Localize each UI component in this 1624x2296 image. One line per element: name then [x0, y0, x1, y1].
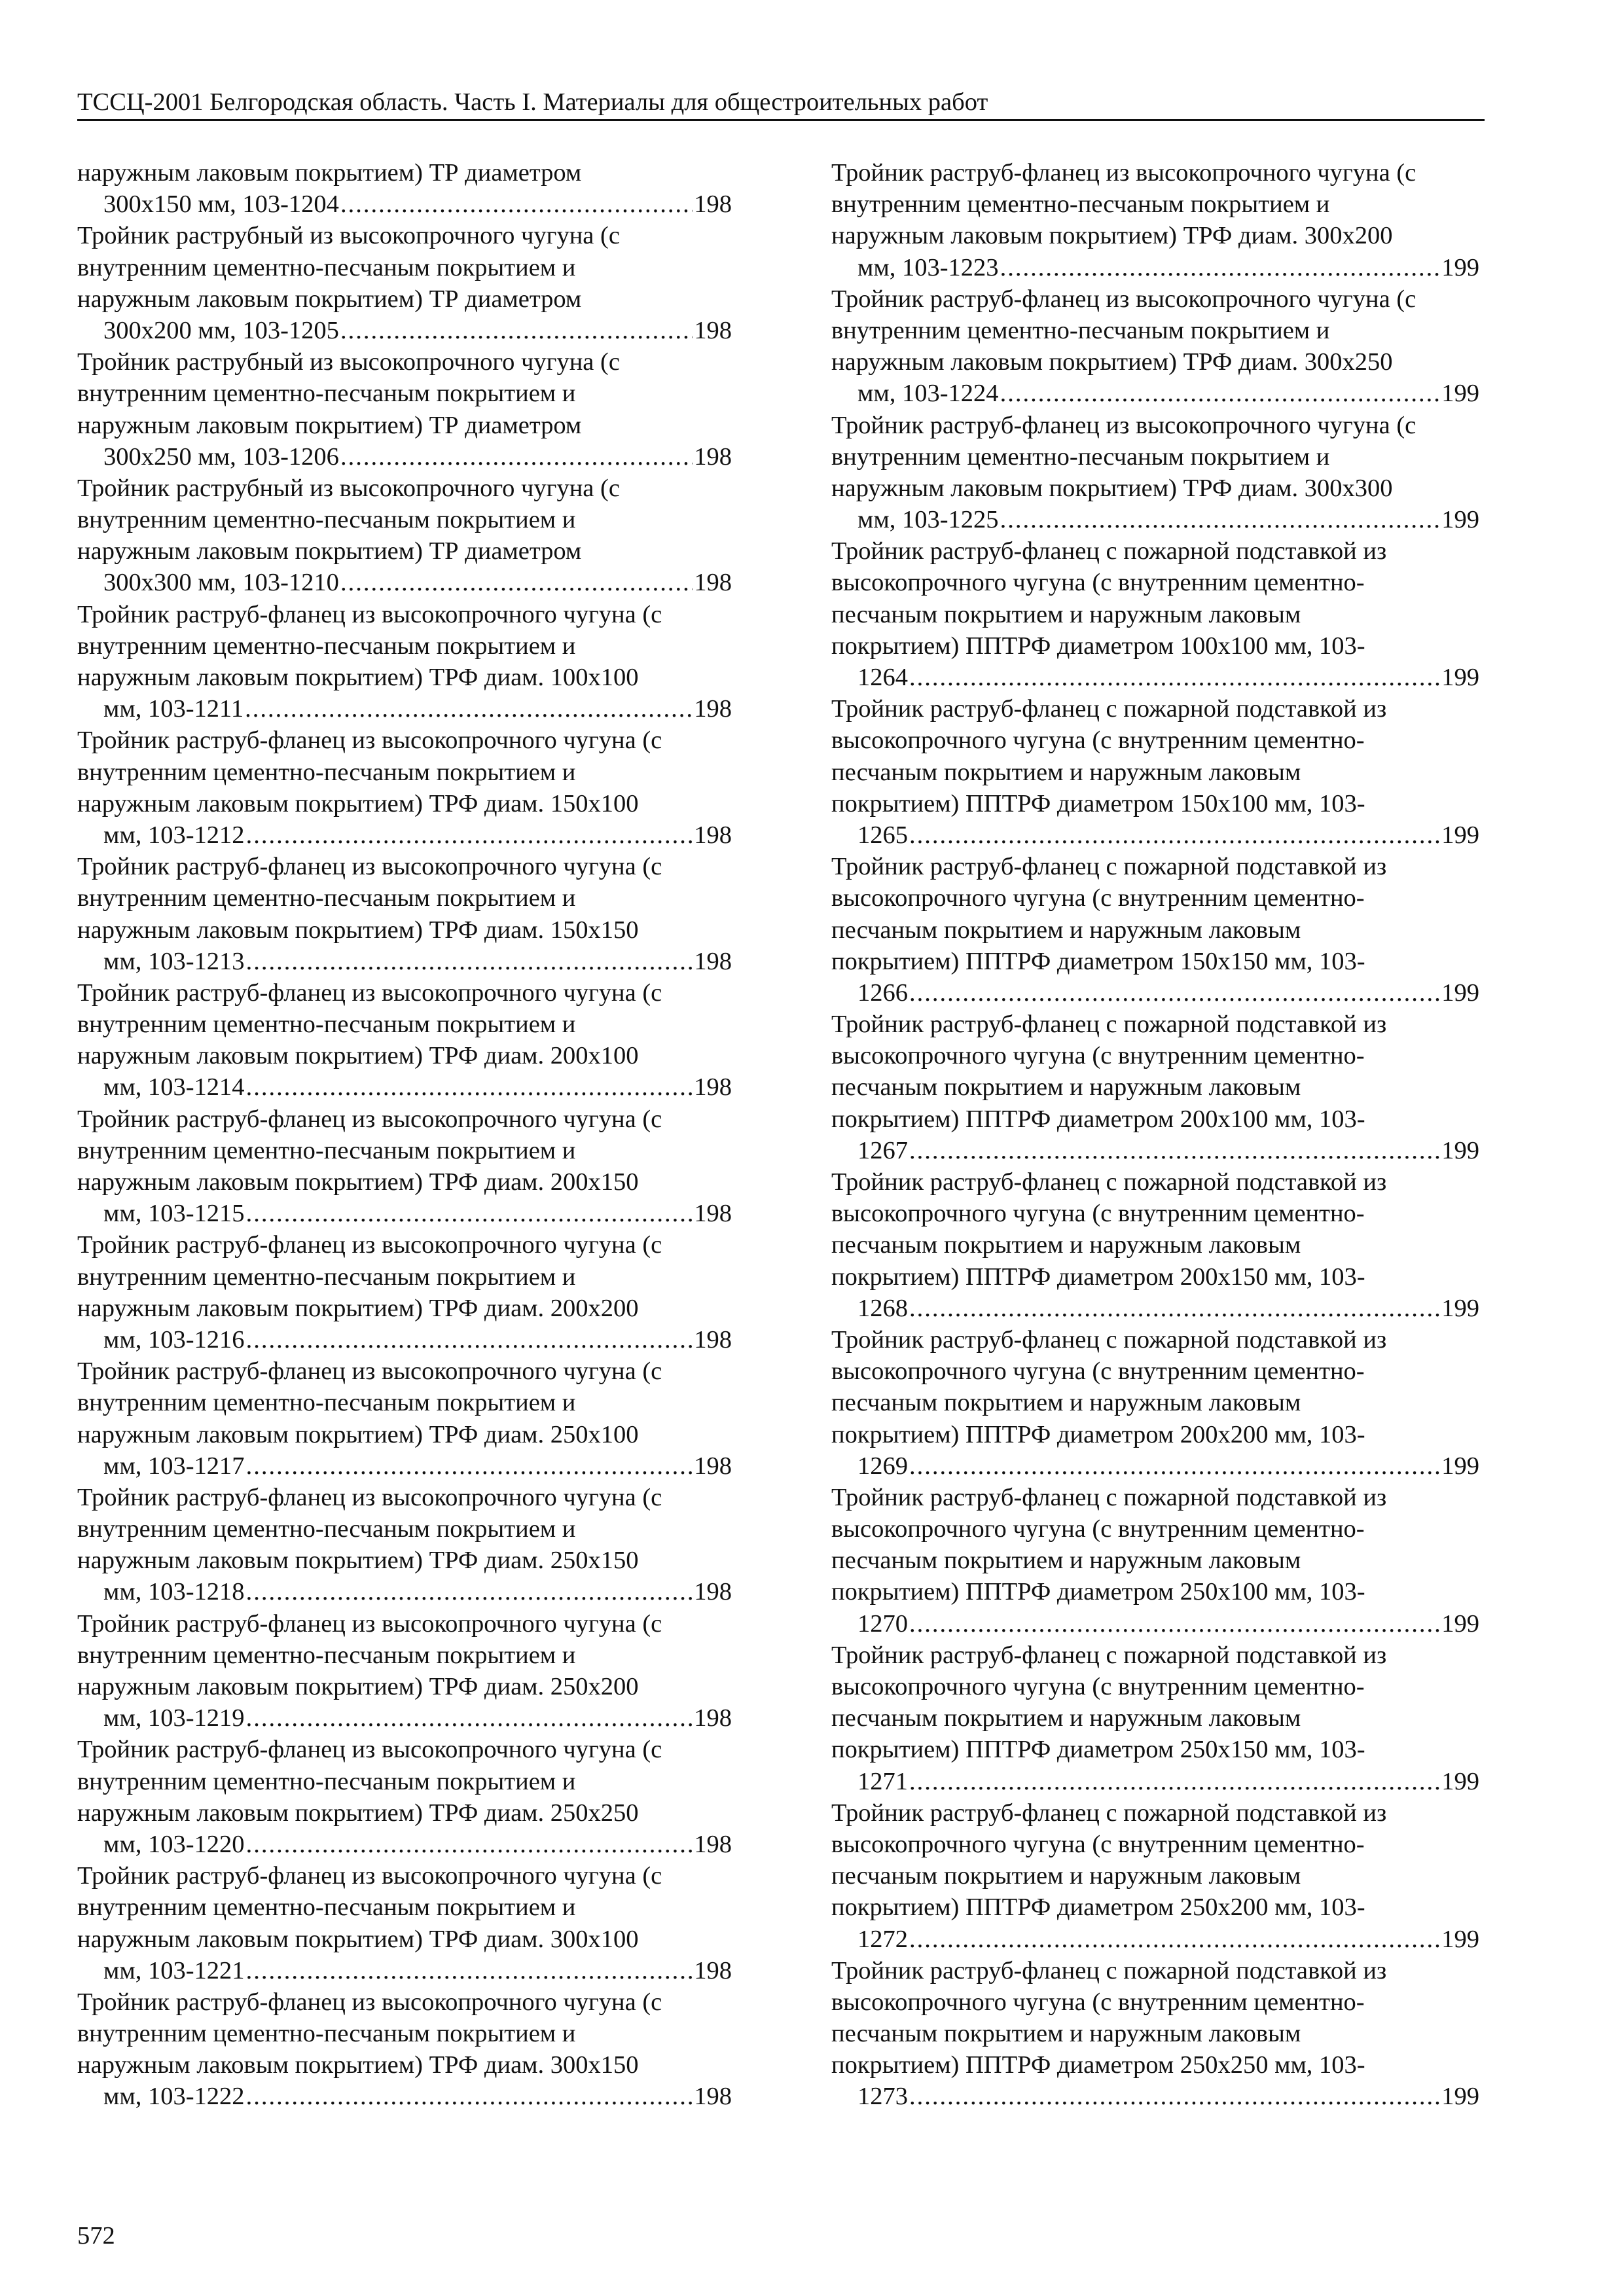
entry-code: мм, 103-1213: [103, 947, 245, 975]
index-entry: [77, 1860, 732, 1986]
header-rule: [77, 119, 1485, 121]
entry-page: 198: [694, 442, 732, 471]
index-entry: [831, 851, 1479, 1009]
entry-line: песчаным покрытием и наружным лаковым: [831, 600, 1301, 628]
index-entry: [831, 535, 1479, 693]
entry-text: [831, 535, 1479, 662]
entry-text: [77, 851, 732, 946]
entry-code: мм, 103-1218: [103, 1578, 245, 1606]
entry-last-line: [77, 1071, 732, 1103]
dot-leader: [340, 315, 693, 346]
entry-code: мм, 103-1212: [103, 821, 245, 849]
entry-line: Тройник раструб-фланец из высокопрочного чугуна (с: [77, 853, 662, 881]
entry-line: покрытием) ППТРФ диаметром 150х100 мм, 103-: [831, 789, 1365, 817]
entry-line: Тройник раструб-фланец из высокопрочного чугуна (с: [77, 1988, 662, 2016]
page-number: 572: [77, 2222, 115, 2250]
entry-line: песчаным покрытием и наружным лаковым: [831, 1547, 1301, 1575]
entry-line: песчаным покрытием и наружным лаковым: [831, 1389, 1301, 1417]
dot-leader: [909, 1924, 1440, 1955]
entry-line: внутренним цементно-песчаным покрытием и: [77, 1136, 576, 1164]
entry-last-line: [77, 1955, 732, 1986]
entry-text: [831, 851, 1479, 977]
entry-last-line: [77, 1324, 732, 1355]
index-entry: [831, 1955, 1479, 2113]
dot-leader: [246, 1071, 693, 1103]
entry-line: высокопрочного чугуна (с внутренним цементно-: [831, 1830, 1365, 1858]
entry-last-line: [77, 819, 732, 851]
entry-line: высокопрочного чугуна (с внутренним цементно-: [831, 1988, 1365, 2016]
entry-line: высокопрочного чугуна (с внутренним цементно-: [831, 726, 1365, 755]
entry-page: 198: [694, 316, 732, 344]
entry-page: 198: [694, 1704, 732, 1732]
entry-line: внутренним цементно-песчаным покрытием и: [831, 316, 1330, 344]
entry-line: внутренним цементно-песчаным покрытием и: [77, 380, 576, 408]
index-entry: [77, 346, 732, 473]
entry-code: 300х300 мм, 103-1210: [103, 569, 339, 597]
dot-leader: [909, 2081, 1440, 2112]
entry-page: 198: [694, 1956, 732, 1984]
dot-leader: [909, 1293, 1440, 1324]
index-entry: [831, 1797, 1479, 1955]
entry-line: наружным лаковым покрытием) ТР диаметром: [77, 537, 582, 565]
entry-last-line: [77, 1576, 732, 1607]
running-header: ТССЦ-2001 Белгородская область. Часть I. Материалы для общестроительных работ: [77, 88, 988, 116]
entry-line: Тройник раструбный из высокопрочного чугуна (с: [77, 474, 620, 502]
dot-leader: [246, 946, 693, 977]
entry-line: Тройник раструб-фланец из высокопрочного чугуна (с: [77, 1609, 662, 1638]
entry-code: мм, 103-1220: [103, 1830, 245, 1858]
index-entry: [831, 1009, 1479, 1166]
entry-text: [831, 1640, 1479, 1766]
entry-text: [831, 157, 1479, 252]
entry-last-line: [831, 504, 1479, 535]
entry-line: покрытием) ППТРФ диаметром 250х100 мм, 103-: [831, 1578, 1365, 1606]
entry-code: мм, 103-1219: [103, 1704, 245, 1732]
entry-code: 300х200 мм, 103-1205: [103, 316, 339, 344]
index-column-left: [77, 157, 732, 2113]
entry-last-line: [831, 1608, 1479, 1640]
entry-text: [831, 1482, 1479, 1608]
entry-last-line: [77, 1450, 732, 1482]
entry-line: песчаным покрытием и наружным лаковым: [831, 1231, 1301, 1259]
entry-code: 1269: [857, 1452, 908, 1480]
entry-last-line: [831, 1924, 1479, 1955]
entry-line: покрытием) ППТРФ диаметром 200х150 мм, 103-: [831, 1263, 1365, 1291]
entry-text: [77, 1608, 732, 1703]
entry-line: внутренним цементно-песчаным покрытием и: [77, 1641, 576, 1669]
index-entry: [77, 1734, 732, 1860]
entry-line: Тройник раструб-фланец из высокопрочного чугуна (с: [77, 600, 662, 628]
entry-line: внутренним цементно-песчаным покрытием и: [77, 632, 576, 660]
entry-page: 199: [1441, 664, 1479, 691]
dot-leader: [246, 1955, 693, 1986]
entry-line: песчаным покрытием и наружным лаковым: [831, 916, 1301, 944]
entry-line: Тройник раструб-фланец с пожарной подставкой из: [831, 1799, 1387, 1827]
entry-text: [77, 1860, 732, 1955]
entry-code: мм, 103-1217: [103, 1452, 245, 1480]
dot-leader: [340, 188, 693, 220]
entry-page: 199: [1441, 1452, 1479, 1480]
entry-page: 198: [694, 1200, 732, 1228]
entry-line: наружным лаковым покрытием) ТРФ диам. 300х250: [831, 348, 1393, 376]
entry-code: мм, 103-1225: [857, 506, 999, 534]
entry-line: наружным лаковым покрытием) ТРФ диам. 250х150: [77, 1547, 639, 1575]
entry-page: 198: [694, 695, 732, 723]
entry-line: Тройник раструб-фланец с пожарной подставкой из: [831, 853, 1387, 881]
index-entry: [77, 1608, 732, 1734]
entry-code: мм, 103-1221: [103, 1956, 245, 1984]
dot-leader: [909, 1766, 1440, 1797]
entry-line: наружным лаковым покрытием) ТРФ диам. 300х300: [831, 474, 1393, 502]
dot-leader: [246, 1702, 693, 1734]
entry-last-line: [831, 662, 1479, 693]
entry-page: 199: [1441, 978, 1479, 1007]
entry-last-line: [77, 1702, 732, 1734]
entry-line: Тройник раструбный из высокопрочного чугуна (с: [77, 222, 620, 250]
entry-last-line: [77, 1198, 732, 1229]
entry-text: [77, 473, 732, 567]
entry-line: песчаным покрытием и наружным лаковым: [831, 1073, 1301, 1102]
entry-page: 198: [694, 190, 732, 219]
entry-line: покрытием) ППТРФ диаметром 100х100 мм, 103-: [831, 632, 1365, 660]
entry-line: покрытием) ППТРФ диаметром 250х200 мм, 103-: [831, 1893, 1365, 1922]
entry-code: 1273: [857, 2083, 908, 2111]
entry-line: внутренним цементно-песчаным покрытием и: [77, 1389, 576, 1417]
index-entry: [77, 599, 732, 725]
entry-last-line: [831, 1766, 1479, 1797]
entry-line: Тройник раструбный из высокопрочного чугуна (с: [77, 348, 620, 376]
entry-text: [77, 977, 732, 1072]
entry-last-line: [831, 819, 1479, 851]
dot-leader: [246, 1829, 693, 1860]
entry-code: 1267: [857, 1136, 908, 1164]
entry-line: наружным лаковым покрытием) ТР диаметром: [77, 285, 582, 313]
entry-last-line: [831, 1450, 1479, 1482]
entry-text: [77, 1734, 732, 1829]
dot-leader: [909, 819, 1440, 851]
index-entry: [831, 410, 1479, 536]
entry-text: [831, 693, 1479, 819]
entry-line: высокопрочного чугуна (с внутренним цементно-: [831, 1357, 1365, 1386]
entry-line: покрытием) ППТРФ диаметром 150х150 мм, 103-: [831, 947, 1365, 975]
index-entries-right: [831, 157, 1479, 2113]
entry-code: 1272: [857, 1925, 908, 1953]
entry-last-line: [831, 1135, 1479, 1166]
entry-line: наружным лаковым покрытием) ТРФ диам. 300х150: [77, 2051, 639, 2079]
entry-text: [77, 1229, 732, 1324]
dot-leader: [245, 693, 693, 725]
dot-leader: [246, 1576, 693, 1607]
entry-line: наружным лаковым покрытием) ТРФ диам. 200х100: [77, 1042, 639, 1070]
index-entry: [831, 693, 1479, 851]
dot-leader: [1000, 252, 1441, 283]
entry-code: мм, 103-1222: [103, 2083, 245, 2111]
dot-leader: [246, 1198, 693, 1229]
entry-page: 199: [1441, 2083, 1479, 2111]
entry-line: внутренним цементно-песчаным покрытием и: [831, 442, 1330, 471]
entry-text: [831, 1166, 1479, 1293]
entry-code: мм, 103-1215: [103, 1200, 245, 1228]
entry-last-line: [831, 1293, 1479, 1324]
entry-last-line: [77, 567, 732, 598]
entry-page: 199: [1441, 1925, 1479, 1953]
index-entry: [831, 1166, 1479, 1324]
entry-line: внутренним цементно-песчаным покрытием и: [831, 190, 1330, 219]
dot-leader: [909, 1450, 1440, 1482]
entry-page: 198: [694, 1073, 732, 1102]
entry-text: [831, 283, 1479, 378]
entry-page: 199: [1441, 253, 1479, 281]
entry-text: [77, 725, 732, 819]
entry-line: покрытием) ППТРФ диаметром 250х250 мм, 103-: [831, 2051, 1365, 2079]
entry-line: наружным лаковым покрытием) ТРФ диам. 200х200: [77, 1294, 639, 1322]
entry-code: мм, 103-1223: [857, 253, 999, 281]
entry-line: покрытием) ППТРФ диаметром 250х150 мм, 103-: [831, 1736, 1365, 1764]
entry-text: [77, 1103, 732, 1198]
entry-line: Тройник раструб-фланец из высокопрочного чугуна (с: [77, 1862, 662, 1890]
entry-line: Тройник раструб-фланец с пожарной подставкой из: [831, 1325, 1387, 1354]
index-entry: [831, 283, 1479, 410]
entry-line: внутренним цементно-песчаным покрытием и: [77, 2020, 576, 2048]
dot-leader: [340, 441, 693, 473]
entry-text: [77, 1355, 732, 1450]
entry-text: [77, 220, 732, 315]
entry-page: 199: [1441, 1294, 1479, 1322]
entry-page: 198: [694, 1830, 732, 1858]
entry-code: 1265: [857, 821, 908, 849]
entry-code: мм, 103-1214: [103, 1073, 245, 1102]
entry-line: Тройник раструб-фланец из высокопрочного чугуна (с: [831, 411, 1416, 439]
entry-line: покрытием) ППТРФ диаметром 200х200 мм, 103-: [831, 1420, 1365, 1448]
entry-page: 199: [1441, 506, 1479, 534]
entry-line: внутренним цементно-песчаным покрытием и: [77, 506, 576, 534]
index-entry: [77, 1229, 732, 1355]
index-entries-left: [77, 220, 732, 2112]
index-entry: [831, 1640, 1479, 1797]
entry-line: внутренним цементно-песчаным покрытием и: [77, 1263, 576, 1291]
index-entry: [77, 851, 732, 977]
entry-line: наружным лаковым покрытием) ТРФ диам. 150х100: [77, 789, 639, 817]
entry-line: наружным лаковым покрытием) ТРФ диам. 200х150: [77, 1168, 639, 1196]
entry-line: наружным лаковым покрытием) ТРФ диам. 250х200: [77, 1673, 639, 1700]
index-entry: [77, 1355, 732, 1482]
entry-line: внутренним цементно-песчаным покрытием и: [77, 253, 576, 281]
entry-text: [831, 1324, 1479, 1450]
entry-code: мм, 103-1224: [857, 380, 999, 408]
entry-line: Тройник раструб-фланец из высокопрочного чугуна (с: [77, 1483, 662, 1511]
entry-page: 198: [694, 821, 732, 849]
entry-line: внутренним цементно-песчаным покрытием и: [77, 1893, 576, 1922]
entry-line: внутренним цементно-песчаным покрытием и: [77, 1515, 576, 1543]
entry-line: покрытием) ППТРФ диаметром 200х100 мм, 103-: [831, 1105, 1365, 1133]
index-entry: [831, 1482, 1479, 1640]
dot-leader: [909, 1135, 1440, 1166]
entry-last-line: [77, 1829, 732, 1860]
entry-line: Тройник раструб-фланец с пожарной подставкой из: [831, 537, 1387, 565]
entry-text: [77, 1482, 732, 1577]
entry-line: внутренним цементно-песчаным покрытием и: [77, 1767, 576, 1795]
index-entry: [77, 977, 732, 1103]
entry-line: Тройник раструб-фланец из высокопрочного чугуна (с: [831, 159, 1416, 187]
entry-line: Тройник раструб-фланец с пожарной подставкой из: [831, 695, 1387, 723]
dot-leader: [246, 819, 693, 851]
entry-text: [831, 1009, 1479, 1135]
entry-line: внутренним цементно-песчаным покрытием и: [77, 884, 576, 912]
entry-line: Тройник раструб-фланец с пожарной подставкой из: [831, 1168, 1387, 1196]
entry-page: 199: [1441, 380, 1479, 408]
entry-line: песчаным покрытием и наружным лаковым: [831, 2020, 1301, 2048]
entry-text: [77, 1986, 732, 2081]
entry-last-line: [831, 977, 1479, 1009]
entry-page: 199: [1441, 1609, 1479, 1638]
entry-line: Тройник раструб-фланец из высокопрочного чугуна (с: [77, 726, 662, 755]
entry-line: внутренним цементно-песчаным покрытием и: [77, 758, 576, 786]
entry-last-line: [831, 2081, 1479, 2112]
entry-last-line: [831, 252, 1479, 283]
entry-text: [77, 346, 732, 441]
dot-leader: [1000, 504, 1441, 535]
entry-last-line: [831, 378, 1479, 409]
entry-last-line: [77, 441, 732, 473]
index-column-right: [831, 157, 1479, 2113]
dot-leader: [246, 2081, 693, 2112]
index-entry: [77, 220, 732, 346]
index-entry: [831, 1324, 1479, 1482]
entry-line: песчаным покрытием и наружным лаковым: [831, 758, 1301, 786]
entry-line: внутренним цементно-песчаным покрытием и: [77, 1011, 576, 1039]
entry-line: Тройник раструб-фланец из высокопрочного чугуна (с: [77, 1357, 662, 1386]
entry-line: Тройник раструб-фланец из высокопрочного чугуна (с: [77, 1231, 662, 1259]
entry-code: 1271: [857, 1767, 908, 1795]
entry-page: 198: [694, 569, 732, 597]
entry-page: 198: [694, 1325, 732, 1354]
index-entry: [77, 1103, 732, 1230]
entry-line: наружным лаковым покрытием) ТРФ диам. 150х150: [77, 916, 639, 944]
entry-last-line: [77, 315, 732, 346]
entry-text: [77, 599, 732, 694]
entry-code: 1270: [857, 1609, 908, 1638]
entry-code: мм, 103-1211: [103, 695, 244, 723]
entry-line: наружным лаковым покрытием) ТР диаметром: [77, 159, 582, 187]
entry-text: [831, 1955, 1479, 2081]
dot-leader: [340, 567, 693, 598]
entry-code: 1266: [857, 978, 908, 1007]
entry-text: [831, 1797, 1479, 1924]
index-entry: [77, 725, 732, 851]
entry-page: 198: [694, 947, 732, 975]
entry-line: наружным лаковым покрытием) ТРФ диам. 300х100: [77, 1925, 639, 1953]
entry-page: 198: [694, 1578, 732, 1606]
entry-line: высокопрочного чугуна (с внутренним цементно-: [831, 569, 1365, 597]
entry-line: высокопрочного чугуна (с внутренним цементно-: [831, 1042, 1365, 1070]
index-entry: [77, 1986, 732, 2113]
entry-code: мм, 103-1216: [103, 1325, 245, 1354]
entry-last-line: [77, 2081, 732, 2112]
entry-code: 300х150 мм, 103-1204: [103, 190, 339, 219]
entry-page: 199: [1441, 1136, 1479, 1164]
dot-leader: [909, 662, 1440, 693]
entry-line: наружным лаковым покрытием) ТРФ диам. 250х100: [77, 1420, 639, 1448]
entry-line: наружным лаковым покрытием) ТРФ диам. 300х200: [831, 222, 1393, 250]
entry-line: наружным лаковым покрытием) ТР диаметром: [77, 411, 582, 439]
entry-code: 1264: [857, 664, 908, 691]
entry-line: песчаным покрытием и наружным лаковым: [831, 1862, 1301, 1890]
entry-line: Тройник раструб-фланец из высокопрочного чугуна (с: [77, 1736, 662, 1764]
entry-line: Тройник раструб-фланец с пожарной подставкой из: [831, 1641, 1387, 1669]
dot-leader: [246, 1450, 693, 1482]
entry-line: песчаным покрытием и наружным лаковым: [831, 1704, 1301, 1732]
entry-line: Тройник раструб-фланец из высокопрочного чугуна (с: [77, 978, 662, 1007]
entry-line: высокопрочного чугуна (с внутренним цементно-: [831, 1200, 1365, 1228]
entry-page: 199: [1441, 821, 1479, 849]
entry-page: 198: [694, 1452, 732, 1480]
entry-line: высокопрочного чугуна (с внутренним цементно-: [831, 1673, 1365, 1700]
entry-line: наружным лаковым покрытием) ТРФ диам. 250х250: [77, 1799, 639, 1827]
index-entry: [831, 157, 1479, 283]
entry-code: 1268: [857, 1294, 908, 1322]
index-entry-continuation: [77, 157, 732, 220]
dot-leader: [246, 1324, 693, 1355]
entry-line: высокопрочного чугуна (с внутренним цементно-: [831, 1515, 1365, 1543]
entry-last-line: [77, 693, 732, 725]
entry-page: 199: [1441, 1767, 1479, 1795]
entry-page: 198: [694, 2083, 732, 2111]
index-entry: [77, 473, 732, 599]
dot-leader: [1000, 378, 1441, 409]
entry-line: Тройник раструб-фланец с пожарной подставкой из: [831, 1011, 1387, 1039]
entry-code: 300х250 мм, 103-1206: [103, 442, 339, 471]
entry-line: высокопрочного чугуна (с внутренним цементно-: [831, 884, 1365, 912]
entry-last-line: [77, 946, 732, 977]
entry-last-line: [77, 188, 732, 220]
entry-line: Тройник раструб-фланец из высокопрочного чугуна (с: [831, 285, 1416, 313]
dot-leader: [909, 977, 1440, 1009]
entry-line: Тройник раструб-фланец с пожарной подставкой из: [831, 1483, 1387, 1511]
entry-line: наружным лаковым покрытием) ТРФ диам. 100х100: [77, 664, 639, 691]
entry-line: Тройник раструб-фланец с пожарной подставкой из: [831, 1956, 1387, 1984]
entry-line: Тройник раструб-фланец из высокопрочного чугуна (с: [77, 1105, 662, 1133]
entry-text: [831, 410, 1479, 505]
dot-leader: [909, 1608, 1440, 1640]
index-entry: [77, 1482, 732, 1608]
